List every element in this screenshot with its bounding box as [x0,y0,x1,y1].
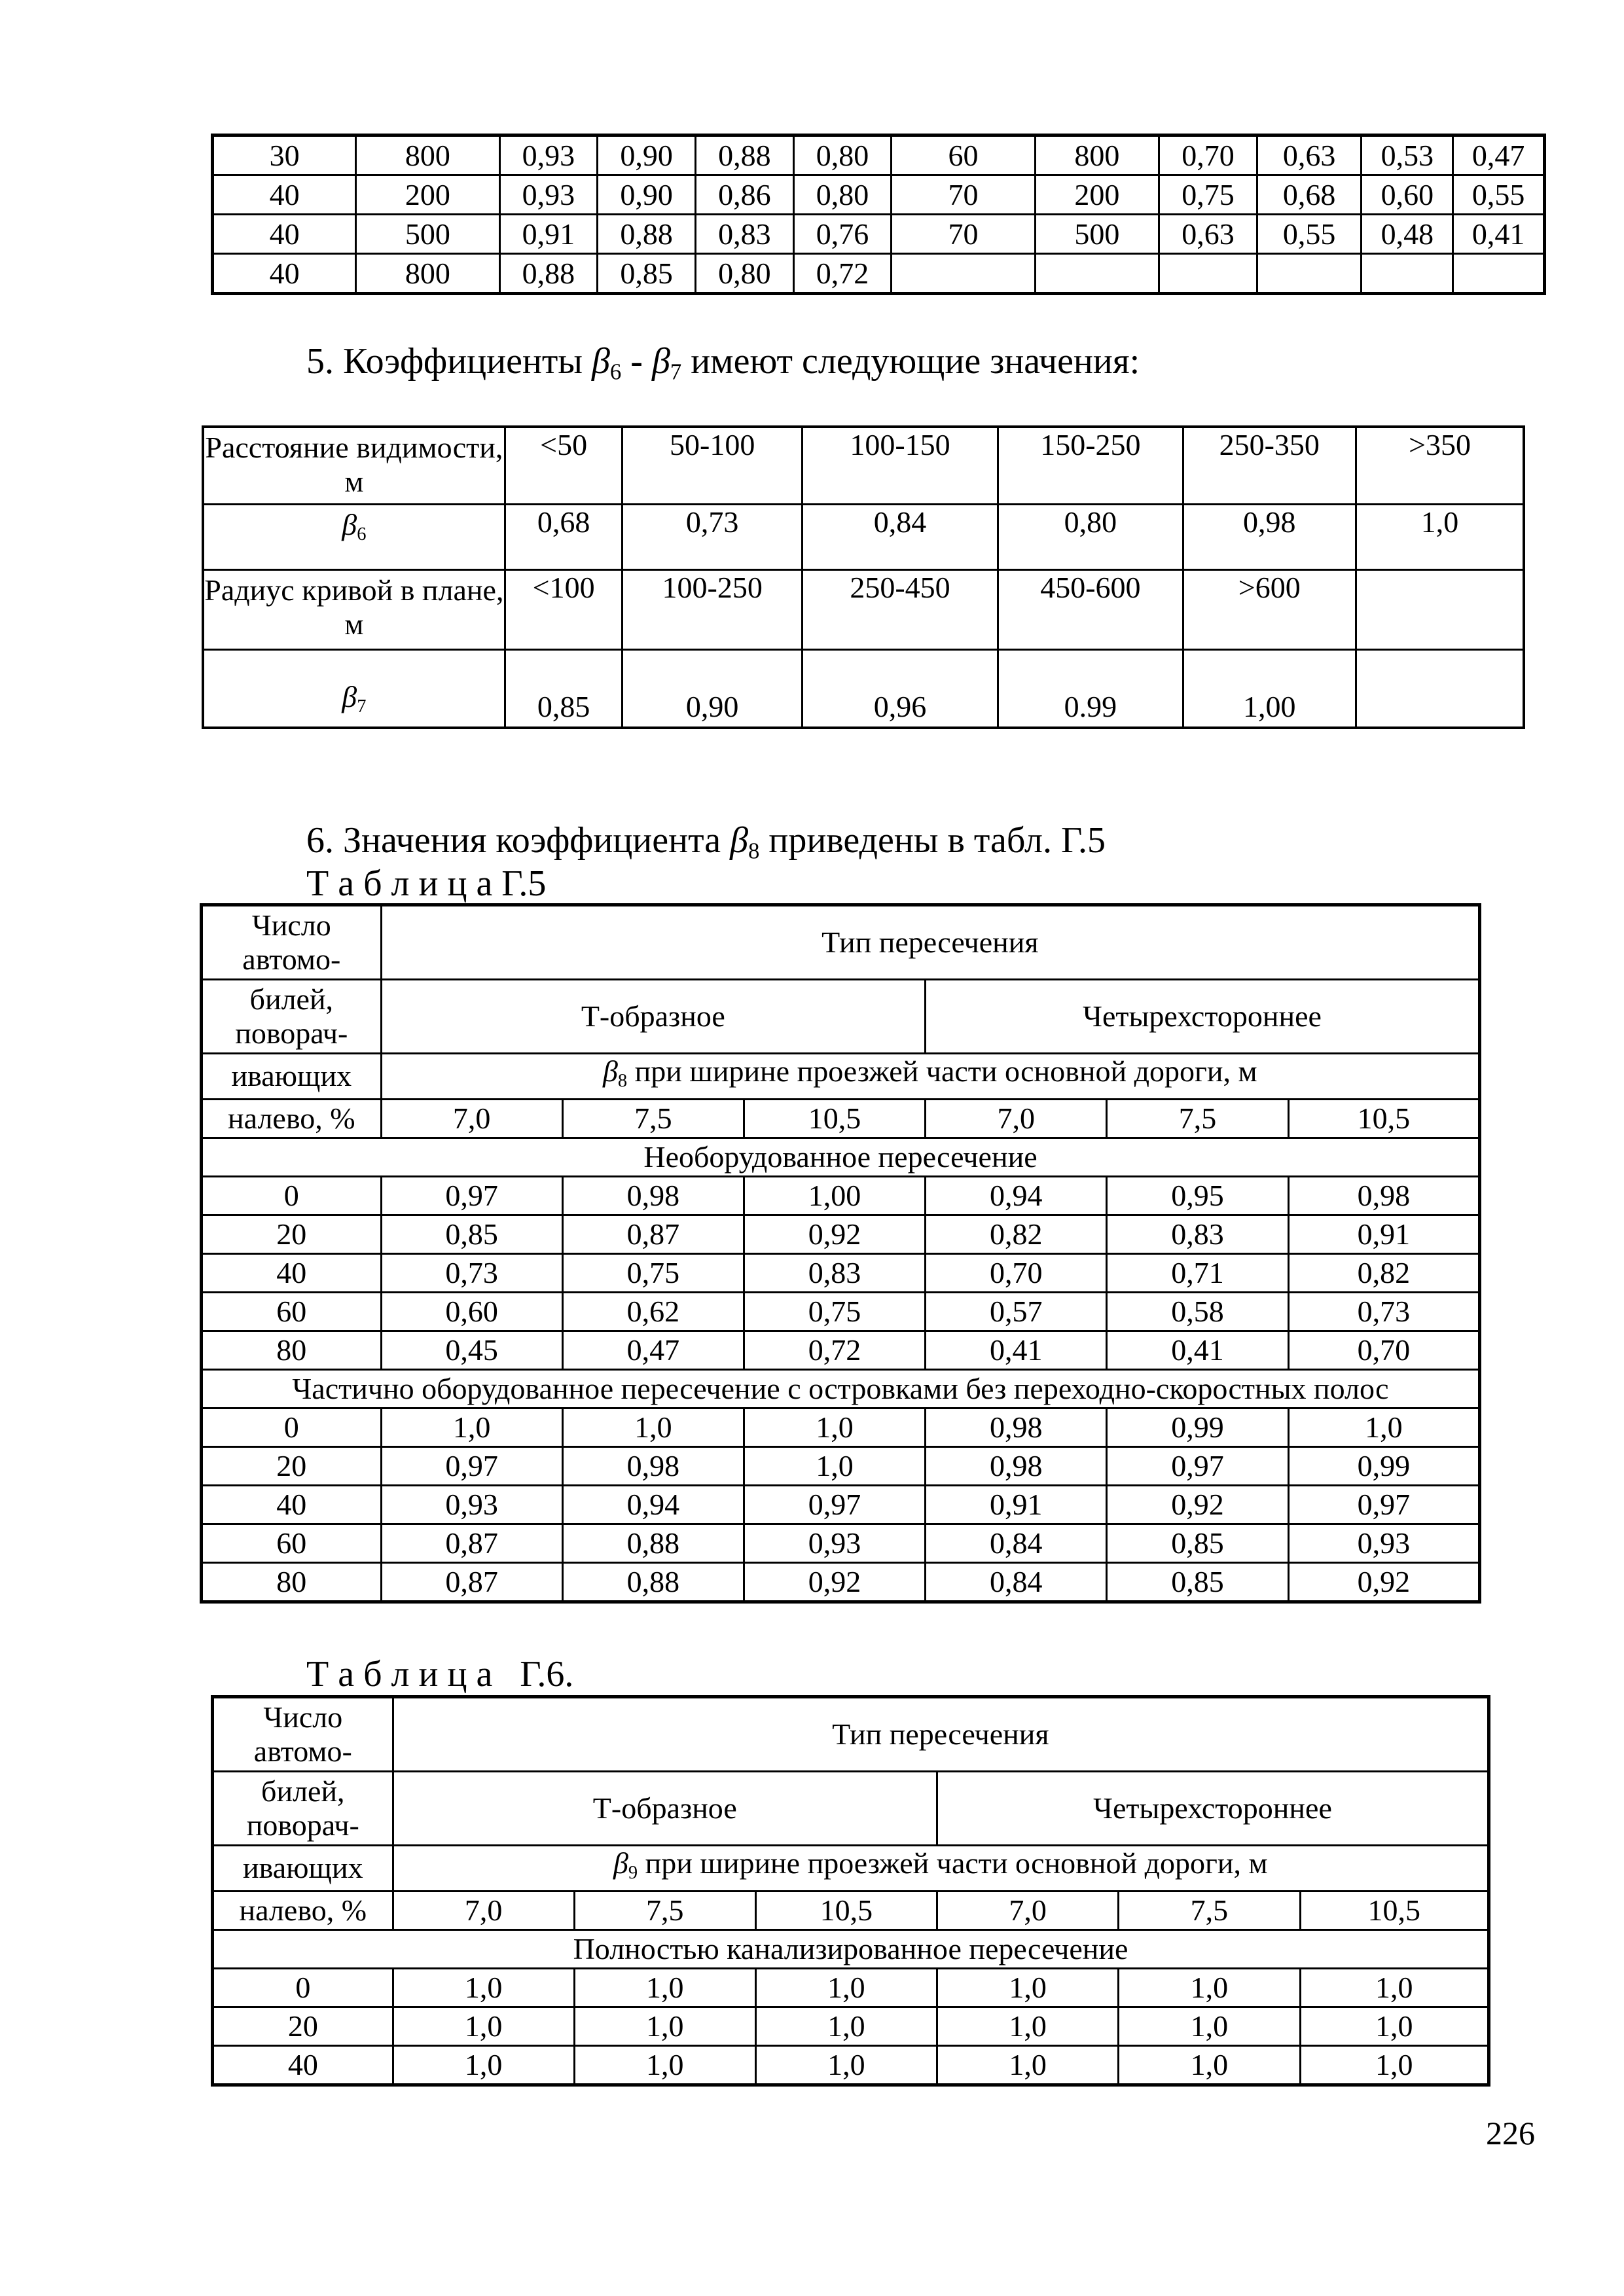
t-shaped-header: Т-образное [393,1772,937,1846]
curve-radius-label: Радиус кривой в плане, м [203,569,505,649]
table-cell: 0,98 [1288,1176,1479,1215]
table-cell: 0,82 [926,1215,1107,1253]
table-cell: 0,93 [381,1485,562,1524]
table-cell: 1,0 [393,1968,574,2007]
table-cell: 0,75 [562,1253,744,1292]
table-cell: 40 [213,2045,393,2085]
table-cell: 0,45 [381,1331,562,1369]
table-cell: 0,87 [381,1562,562,1602]
table-cell: 0,72 [744,1331,925,1369]
section-row [213,1929,1489,1968]
table-cell: 0,93 [1288,1524,1479,1562]
table-cell: 0,41 [926,1331,1107,1369]
table-cell: 0,92 [1107,1485,1288,1524]
beta7-row [203,649,1524,728]
stub-line: налево, % [213,1891,393,1929]
table-cell: 40 [202,1485,382,1524]
table-cell: 1,0 [744,1408,925,1446]
header-row [202,1054,1480,1100]
table-cell: 1,0 [1300,2045,1489,2085]
table-cell: 0,97 [744,1485,925,1524]
table-cell [892,254,1035,294]
table-cell: 0,98 [562,1446,744,1485]
table-cell: 40 [213,215,356,254]
table-cell: 0,60 [381,1292,562,1331]
table-cell: 20 [202,1215,382,1253]
width-value: 7,0 [926,1099,1107,1138]
table-cell: 1,0 [381,1408,562,1446]
table-cell: 200 [356,175,499,215]
table-g6-caption: Т а б л и ц а Г.6. [306,1654,574,1695]
beta7-value: 0,85 [505,649,623,728]
table-cell: 0,72 [793,254,892,294]
table-cell: 1,0 [574,2045,755,2085]
top-coefficient-table [211,134,1546,295]
table-cell: 1,00 [744,1176,925,1215]
table-cell: 0,85 [1107,1524,1288,1562]
table-row [202,1485,1480,1524]
visibility-value: 150-250 [998,427,1183,504]
width-value: 7,5 [1119,1891,1300,1929]
table-cell: 0,90 [598,135,696,175]
table-cell: 60 [892,135,1035,175]
table-cell: 60 [202,1524,382,1562]
table-cell: 0,88 [499,254,598,294]
table-cell: 1,0 [1119,2007,1300,2045]
four-way-header: Четырехстороннее [937,1772,1489,1846]
header-row [213,1772,1489,1846]
table-cell: 0,91 [1288,1215,1479,1253]
table-cell: 0,91 [926,1485,1107,1524]
section-title: Необорудованное пересечение [202,1138,1480,1176]
stub-line: Число [251,908,331,942]
table-cell: 0,53 [1362,135,1453,175]
table-row [213,215,1545,254]
table-cell: 0,88 [695,135,793,175]
table-cell: 0,85 [598,254,696,294]
table-cell: 1,0 [574,2007,755,2045]
table-cell [1035,254,1159,294]
table-cell: 0,85 [381,1215,562,1253]
curve-radius-value: >600 [1183,569,1356,649]
table-g6 [211,1695,1490,2087]
table-cell: 0,60 [1362,175,1453,215]
stub-line: билей, [249,982,334,1016]
table-g5 [200,903,1481,1604]
table-cell: 40 [213,175,356,215]
table-row [213,175,1545,215]
table-cell: 70 [892,175,1035,215]
table-cell [1257,254,1362,294]
table-cell [1453,254,1545,294]
table-cell: 0,87 [562,1215,744,1253]
section-6-heading: 6. Значения коэффициента $\beta_8$ приведены в табл. Г.5 [306,820,1106,864]
beta6-value: 0,73 [623,504,802,569]
table-cell: 1,0 [1119,2045,1300,2085]
table-cell: 0,98 [562,1176,744,1215]
table-cell: 1,0 [1300,2007,1489,2045]
table-cell: 0,41 [1107,1331,1288,1369]
type-header: Тип пересечения [393,1697,1489,1772]
table-cell: 800 [1035,135,1159,175]
beta6-value: 0,68 [505,504,623,569]
width-header: $\beta_8$ при ширине проезжей части основной дороги, м [381,1054,1479,1100]
beta6-value: 1,0 [1356,504,1524,569]
section-title: Полностью канализированное пересечение [213,1929,1489,1968]
visibility-label: Расстояние видимости, м [203,427,505,504]
table-cell: 0,55 [1257,215,1362,254]
width-value: 7,0 [393,1891,574,1929]
table-row [202,1524,1480,1562]
table-cell: 500 [1035,215,1159,254]
width-value: 7,5 [562,1099,744,1138]
table-cell: 0 [213,1968,393,2007]
table-row [213,2007,1489,2045]
table-cell: 0,94 [926,1176,1107,1215]
beta7-value [1356,649,1524,728]
table-cell: 0,93 [499,135,598,175]
table-cell: 0,63 [1257,135,1362,175]
visibility-value: 50-100 [623,427,802,504]
table-cell: 0,75 [1159,175,1257,215]
visibility-row [203,427,1524,504]
beta6-value: 0,84 [802,504,998,569]
table-cell: 30 [213,135,356,175]
table-cell: 0,82 [1288,1253,1479,1292]
table-cell: 1,0 [393,2007,574,2045]
curve-radius-value: 100-250 [623,569,802,649]
t-shaped-header: Т-образное [381,980,925,1054]
stub-line: билей, [261,1774,345,1808]
beta7-value: 0,90 [623,649,802,728]
table-cell: 1,0 [755,2007,937,2045]
width-value: 7,5 [1107,1099,1288,1138]
table-cell: 800 [356,135,499,175]
table-row [202,1215,1480,1253]
curve-radius-value: <100 [505,569,623,649]
table-cell: 0,88 [562,1524,744,1562]
table-cell: 80 [202,1562,382,1602]
header-row [213,1891,1489,1929]
width-value: 7,5 [574,1891,755,1929]
section-row [202,1369,1480,1408]
width-value: 7,0 [381,1099,562,1138]
table-cell [1159,254,1257,294]
table-cell: 0,76 [793,215,892,254]
table-row [213,2045,1489,2085]
beta6-row [203,504,1524,569]
table-cell: 20 [202,1446,382,1485]
table-cell: 0,48 [1362,215,1453,254]
table-cell: 0,73 [381,1253,562,1292]
beta6-value: 0,98 [1183,504,1356,569]
table-cell: 200 [1035,175,1159,215]
table-cell: 0,99 [1288,1446,1479,1485]
type-header: Тип пересечения [381,905,1479,980]
visibility-value: >350 [1356,427,1524,504]
table-cell: 0,62 [562,1292,744,1331]
table-cell: 0,97 [1107,1446,1288,1485]
table-cell: 0,86 [695,175,793,215]
table-cell: 0,92 [1288,1562,1479,1602]
curve-radius-value: 450-600 [998,569,1183,649]
table-cell: 1,0 [574,1968,755,2007]
width-value: 10,5 [755,1891,937,1929]
stub-line: поворач- [235,1016,348,1050]
header-row [213,1846,1489,1892]
header-row [202,980,1480,1054]
table-row [213,1968,1489,2007]
header-row [202,1099,1480,1138]
table-cell: 1,0 [1288,1408,1479,1446]
table-g5-caption: Т а б л и ц а Г.5 [306,863,547,904]
table-row [202,1446,1480,1485]
width-value: 10,5 [1300,1891,1489,1929]
curve-radius-row [203,569,1524,649]
table-cell: 0,93 [499,175,598,215]
table-cell: 60 [202,1292,382,1331]
width-header: $\beta_9$ при ширине проезжей части основной дороги, м [393,1846,1489,1892]
width-value: 7,0 [937,1891,1118,1929]
table-cell: 40 [202,1253,382,1292]
table-cell: 40 [213,254,356,294]
beta7-value: 0.99 [998,649,1183,728]
table-cell: 0,73 [1288,1292,1479,1331]
stub-header [213,1772,393,1846]
stub-header [202,980,382,1054]
table-cell: 0,94 [562,1485,744,1524]
four-way-header: Четырехстороннее [926,980,1480,1054]
table-cell: 1,0 [755,2045,937,2085]
table-cell: 1,0 [937,2045,1118,2085]
stub-header [213,1697,393,1772]
table-cell: 0,83 [1107,1215,1288,1253]
table-cell: 0,85 [1107,1562,1288,1602]
table-row [202,1408,1480,1446]
beta6-beta7-table [202,425,1525,729]
table-row [202,1331,1480,1369]
stub-line: поворач- [246,1808,359,1842]
table-cell: 0,83 [695,215,793,254]
table-cell: 80 [202,1331,382,1369]
stub-line: ивающих [202,1054,382,1100]
table-cell: 0,91 [499,215,598,254]
table-cell: 0,97 [381,1176,562,1215]
table-cell: 0,80 [793,175,892,215]
table-cell: 0,68 [1257,175,1362,215]
beta7-value: 0,96 [802,649,998,728]
table-row [202,1176,1480,1215]
width-value: 10,5 [1288,1099,1479,1138]
table-cell: 1,0 [937,1968,1118,2007]
table-cell: 0,98 [926,1446,1107,1485]
visibility-value: 100-150 [802,427,998,504]
table-row [202,1253,1480,1292]
beta7-value: 1,00 [1183,649,1356,728]
page-number: 226 [1486,2115,1535,2151]
stub-line: ивающих [213,1846,393,1892]
table-cell: 0,93 [744,1524,925,1562]
table-cell: 1,0 [1300,1968,1489,2007]
table-cell: 0,70 [1288,1331,1479,1369]
table-cell: 0,84 [926,1562,1107,1602]
table-cell: 1,0 [937,2007,1118,2045]
table-cell: 0,55 [1453,175,1545,215]
table-cell: 500 [356,215,499,254]
table-cell: 0,47 [1453,135,1545,175]
table-row [213,254,1545,294]
width-value: 10,5 [744,1099,925,1138]
table-cell: 0,84 [926,1524,1107,1562]
table-row [202,1292,1480,1331]
table-cell: 0,70 [926,1253,1107,1292]
table-cell: 1,0 [393,2045,574,2085]
table-cell: 0,47 [562,1331,744,1369]
table-cell: 0,58 [1107,1292,1288,1331]
table-cell: 0,75 [744,1292,925,1331]
stub-header [202,905,382,980]
table-cell: 0,70 [1159,135,1257,175]
table-cell: 0,95 [1107,1176,1288,1215]
stub-line: Число [263,1700,343,1734]
table-cell: 0 [202,1408,382,1446]
table-cell: 0,80 [793,135,892,175]
table-cell: 0,87 [381,1524,562,1562]
table-cell: 0,57 [926,1292,1107,1331]
table-cell [1362,254,1453,294]
table-cell: 1,0 [562,1408,744,1446]
table-cell: 0,99 [1107,1408,1288,1446]
table-cell: 0,83 [744,1253,925,1292]
table-cell: 0,71 [1107,1253,1288,1292]
header-row [202,905,1480,980]
stub-line: налево, % [202,1099,382,1138]
table-cell: 1,0 [755,1968,937,2007]
table-cell: 0,80 [695,254,793,294]
table-cell: 0,88 [598,215,696,254]
table-cell: 0,92 [744,1215,925,1253]
table-cell: 70 [892,215,1035,254]
curve-radius-value: 250-450 [802,569,998,649]
beta6-value: 0,80 [998,504,1183,569]
table-cell: 0,90 [598,175,696,215]
header-row [213,1697,1489,1772]
section-row [202,1138,1480,1176]
stub-line: автомо- [242,942,341,976]
table-cell: 0,63 [1159,215,1257,254]
table-cell: 0,97 [381,1446,562,1485]
table-cell: 1,0 [1119,1968,1300,2007]
table-row [202,1562,1480,1602]
table-cell: 0,92 [744,1562,925,1602]
table-cell: 0,97 [1288,1485,1479,1524]
table-cell: 20 [213,2007,393,2045]
beta6-label: $\beta_6$ [203,504,505,569]
curve-radius-value [1356,569,1524,649]
section-5-heading: 5. Коэффициенты $\beta_6 - \beta_7$ имеют следующие значения: [306,341,1140,385]
table-cell: 0,41 [1453,215,1545,254]
table-cell: 0 [202,1176,382,1215]
section-title: Частично оборудованное пересечение с островками без переходно-скоростных полос [202,1369,1480,1408]
visibility-value: 250-350 [1183,427,1356,504]
table-row [213,135,1545,175]
visibility-value: <50 [505,427,623,504]
stub-line: автомо- [253,1734,352,1768]
table-cell: 0,98 [926,1408,1107,1446]
beta7-label: $\beta_7$ [203,649,505,728]
table-cell: 0,88 [562,1562,744,1602]
table-cell: 1,0 [744,1446,925,1485]
table-cell: 800 [356,254,499,294]
